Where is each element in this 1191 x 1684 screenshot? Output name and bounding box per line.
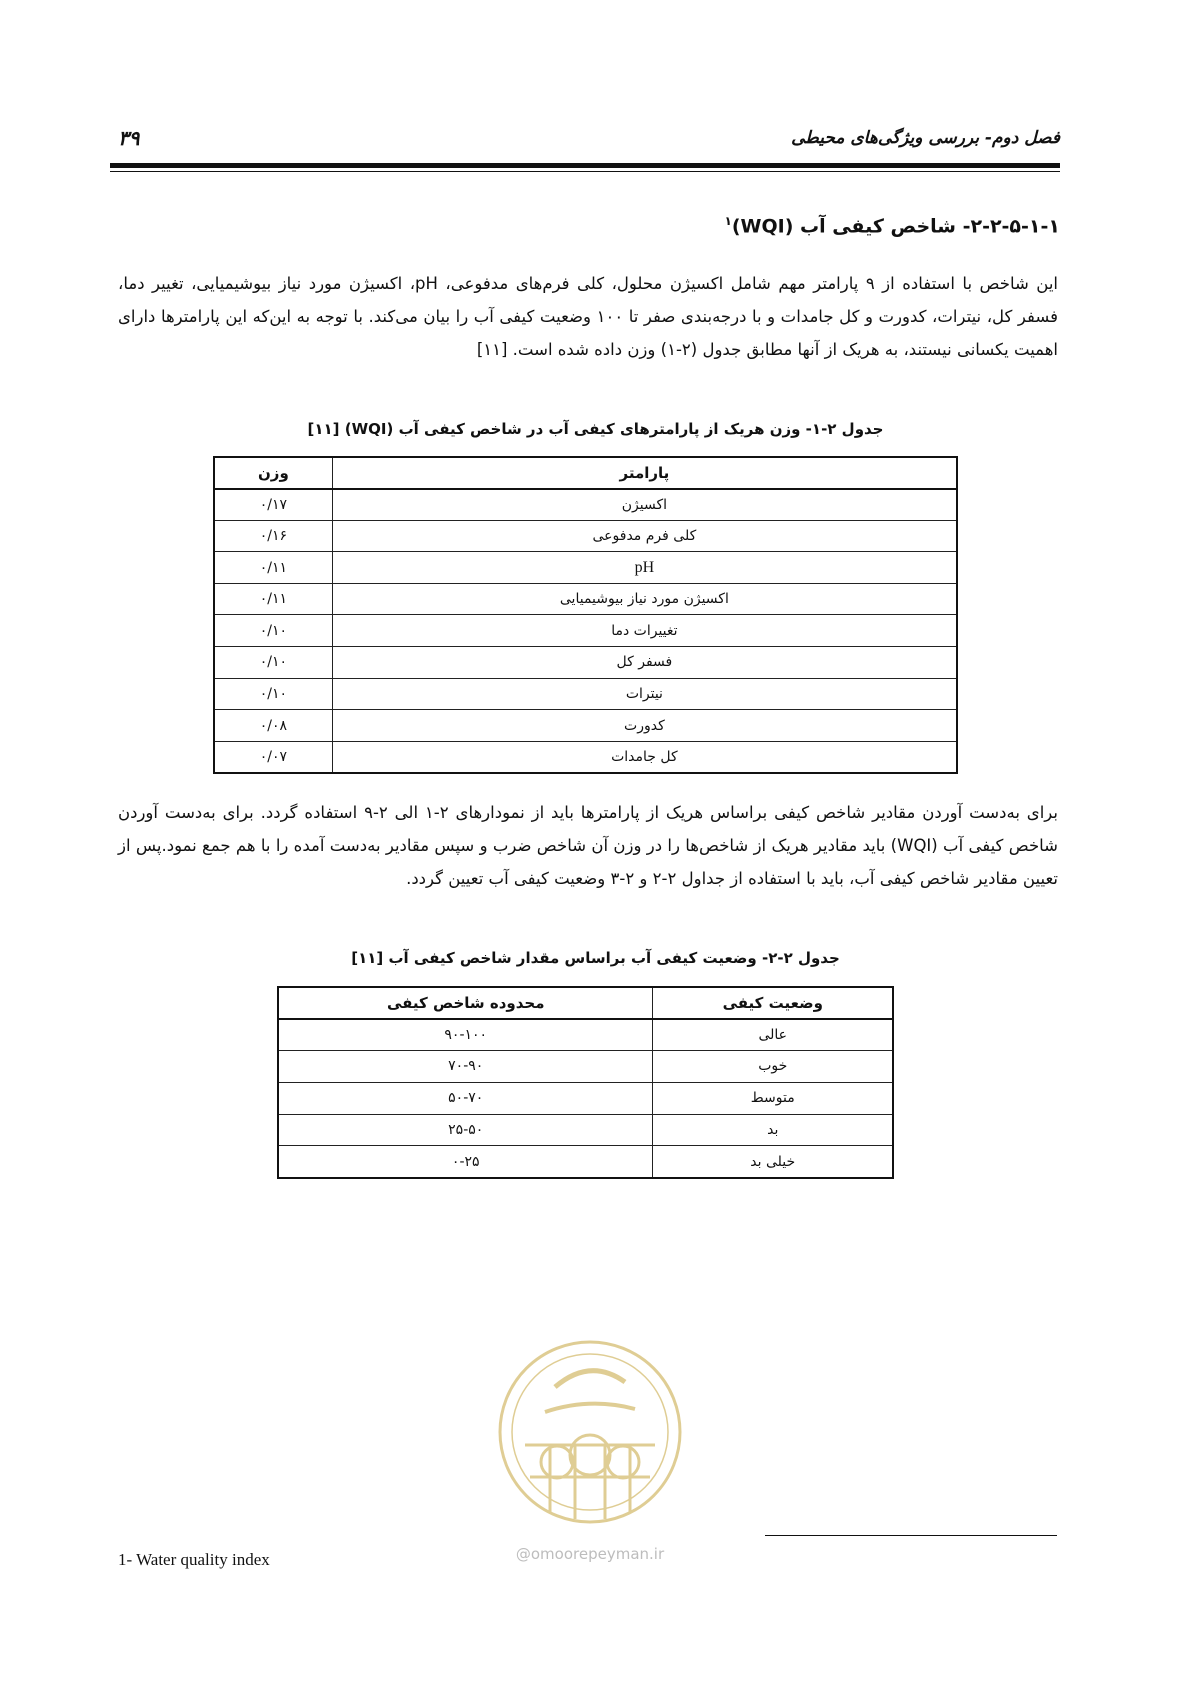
parameter-cell: اکسیژن xyxy=(332,489,957,521)
parameter-cell: فسفر کل xyxy=(332,647,957,679)
parameter-cell: کدورت xyxy=(332,710,957,742)
range-cell: ۵۰-۷۰ xyxy=(278,1082,653,1114)
weight-cell: ۰/۱۷ xyxy=(214,489,332,521)
table-row xyxy=(278,1146,893,1178)
table-row xyxy=(214,678,957,710)
parameter-cell: نیترات xyxy=(332,678,957,710)
page-header xyxy=(110,128,1060,158)
table-row xyxy=(214,552,957,584)
status-cell: عالی xyxy=(653,1019,893,1051)
table-row xyxy=(278,1114,893,1146)
table-row xyxy=(214,489,957,521)
section-title xyxy=(724,214,1060,237)
weight-cell: ۰/۱۰ xyxy=(214,615,332,647)
status-cell: بد xyxy=(653,1114,893,1146)
paragraph-2: برای به‌دست آوردن مقادیر شاخص کیفی براساس هریک از پارامترها باید از نمودارهای ۲-۱ الی ۲-۹ استفاده گردد. برای به‌دست آوردن شاخص کیفی آب (WQI) باید مقادیر هریک از شاخص‌ها را در وزن آن شاخص ضرب و سپس مقادیر به‌دست آمده را با هم جمع نمود.پس از تعیین مقادیر شاخص کیفی آب، باید با استفاده از جداول ۲-۲ و ۲-۳ وضعیت کیفی آب تعیین گردد. xyxy=(118,803,1058,888)
table-1 xyxy=(213,456,958,774)
header-rule-thin xyxy=(110,171,1060,172)
weight-cell: ۰/۱۱ xyxy=(214,552,332,584)
table-2-header-range: محدوده شاخص کیفی xyxy=(278,987,653,1019)
footnote: 1- Water quality index xyxy=(118,1550,270,1569)
table-2-caption: جدول ۲-۲- وضعیت کیفی آب براساس مقدار شاخص کیفی آب [۱۱] xyxy=(351,949,840,967)
table-2-header-status: وضعیت کیفی xyxy=(653,987,893,1019)
weight-cell: ۰/۱۱ xyxy=(214,583,332,615)
table-row xyxy=(214,520,957,552)
paragraph-1: این شاخص با استفاده از ۹ پارامتر مهم شامل اکسیژن محلول، کلی فرم‌های مدفوعی، pH، اکسیژن مورد نیاز بیوشیمیایی، تغییر دما، فسفر کل، نیترات، کدورت و کل جامدات و با درجه‌بندی صفر تا ۱۰۰ وضعیت کیفی آب را بیان می‌کند. با توجه به این‌که این پارامترها دارای اهمیت یکسانی نیستند، به هریک از آنها مطابق جدول (۲-۱) وزن داده شده است. [۱۱] xyxy=(118,274,1059,359)
header-rule-thick xyxy=(110,163,1060,168)
table-2 xyxy=(277,986,894,1179)
parameter-cell: تغییرات دما xyxy=(332,615,957,647)
table-1-header-weight: وزن xyxy=(214,457,332,489)
status-cell: خیلی بد xyxy=(653,1146,893,1178)
page-number: ۳۹ xyxy=(118,126,140,150)
table-row xyxy=(278,1051,893,1083)
status-cell: متوسط xyxy=(653,1082,893,1114)
weight-cell: ۰/۱۰ xyxy=(214,647,332,679)
footnote-marker: ۱ xyxy=(724,214,732,228)
watermark-site: @omoorepeyman.ir xyxy=(515,1545,665,1563)
parameter-cell: کل جامدات xyxy=(332,741,957,773)
table-row xyxy=(214,647,957,679)
table-row xyxy=(278,1019,893,1051)
table-2-header-row xyxy=(278,987,893,1019)
table-row xyxy=(214,710,957,742)
weight-cell: ۰/۰۷ xyxy=(214,741,332,773)
parameter-cell: اکسیژن مورد نیاز بیوشیمیایی xyxy=(332,583,957,615)
footnote-rule xyxy=(765,1535,1057,1536)
parameter-cell: pH xyxy=(332,552,957,584)
watermark-logo xyxy=(495,1327,685,1572)
table-1-header-parameter: پارامتر xyxy=(332,457,957,489)
range-cell: ۹۰-۱۰۰ xyxy=(278,1019,653,1051)
parameter-cell: کلی فرم مدفوعی xyxy=(332,520,957,552)
table-row xyxy=(214,615,957,647)
weight-cell: ۰/۰۸ xyxy=(214,710,332,742)
range-cell: ۷۰-۹۰ xyxy=(278,1051,653,1083)
chapter-title: فصل دوم- بررسی ویژگی‌های محیطی xyxy=(791,128,1060,148)
status-cell: خوب xyxy=(653,1051,893,1083)
weight-cell: ۰/۱۰ xyxy=(214,678,332,710)
range-cell: ۲۵-۵۰ xyxy=(278,1114,653,1146)
table-row xyxy=(214,583,957,615)
section-title-text: ۲-۲-۵-۱-۱- شاخص کیفی آب (WQI) xyxy=(731,215,1060,238)
watermark-seal-icon xyxy=(495,1327,685,1572)
range-cell: ۰-۲۵ xyxy=(278,1146,653,1178)
weight-cell: ۰/۱۶ xyxy=(214,520,332,552)
table-row xyxy=(278,1082,893,1114)
table-1-caption: جدول ۲-۱- وزن هریک از پارامترهای کیفی آب در شاخص کیفی آب (WQI) [۱۱] xyxy=(307,420,884,438)
table-row xyxy=(214,741,957,773)
table-1-header-row xyxy=(214,457,957,489)
